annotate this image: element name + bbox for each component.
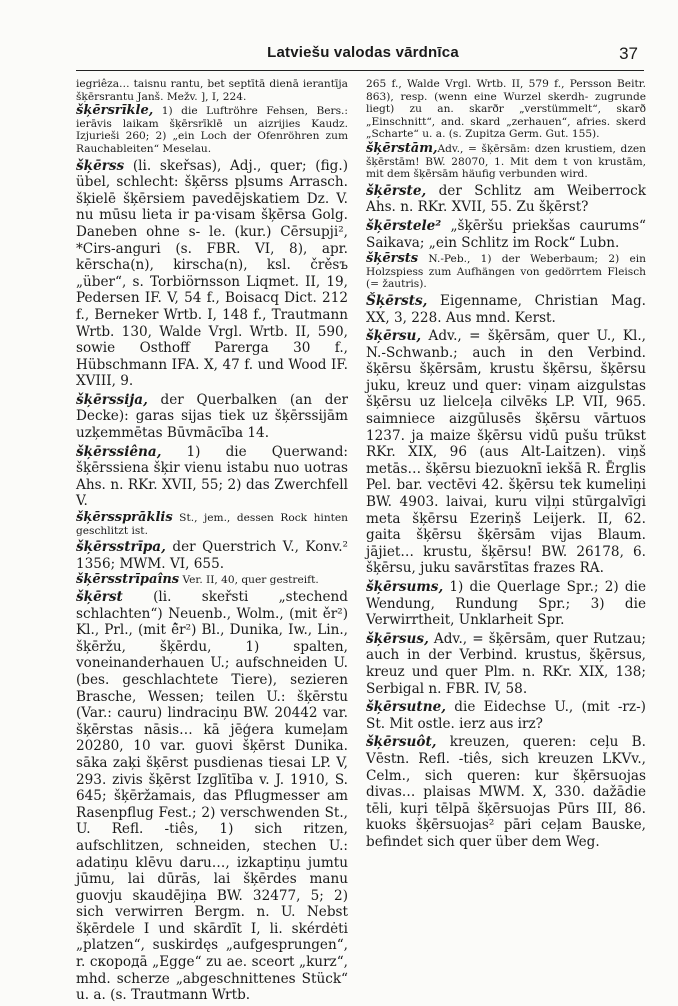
entry-headword: šķērstele² bbox=[366, 217, 442, 234]
entry-body: der Querstrich V., Konv.² 1356; MWM. VI, 655. bbox=[76, 539, 348, 572]
page-number: 37 bbox=[619, 44, 638, 63]
dictionary-entry bbox=[76, 444, 348, 510]
entry-headword: šķērste, bbox=[366, 182, 427, 199]
entry-body: Adv., = šķērsām: dzen krustiem, dzen šķērstām! BW. 28070, 1. Mit dem t von krustām, mit dem šķērsām häufig verbunden wird. bbox=[366, 142, 646, 181]
entry-body: Adv., = šķērsām, quer Rutzau; auch in der Verbind. krustus, šķērsus, kreuz und quer Plm. n. RKr. XIX, 138; Serbigal n. FBR. IV, 58. bbox=[366, 630, 646, 697]
dictionary-entry bbox=[366, 631, 646, 697]
running-title: Latviešu valodas vārdnīca bbox=[267, 44, 459, 61]
entry-body: N.-Peb., 1) der Weberbaum; 2) ein Holzspiess zum Aufhängen von gedörrtem Fleisch (= žautris). bbox=[366, 253, 646, 291]
dictionary-entry bbox=[366, 140, 646, 181]
entry-body: (li. skeřsas), Adj., quer; (fig.) übel, schlecht: šķērss pļsums Arrasch. šķielē šķērsiem pavedējskatiem Dz. V. nu mūsu lieta ir pa·visam šķērsa Golg. Daneben ohne s- le. (kur.) Cērsupji², *Cirs-anguri (s. FBR. VI, 8), apr. kērscha(n), kirscha(n), ksl. črěsъ „über“, s. Torbiörnsson Liqmet. II, 19, Pedersen IF. V, 54 f., Boisacq Dict. 212 f., Berneker Wrtb. I, 148 f., Trautmann Wrtb. 130, Walde Vrgl. Wrtb. II, 590, sowie Osthoff Parerga 30 f., Hübschmann IFA. X, 47 f. und Wood IF. XVIII, 9. bbox=[76, 157, 348, 390]
dictionary-entry bbox=[76, 78, 348, 103]
entry-headword: šķērsts bbox=[366, 251, 419, 267]
entry-headword: šķērsstrīpa, bbox=[76, 539, 166, 556]
dictionary-entry bbox=[76, 589, 348, 1004]
dictionary-entry bbox=[76, 539, 348, 572]
dictionary-entry bbox=[366, 699, 646, 732]
dictionary-entry bbox=[76, 574, 348, 587]
entry-body: der Querbalken (an der Decke): garas sijas tiek uz šķērssijām uzķemmētas Būvmācība 14. bbox=[76, 391, 348, 442]
right-column bbox=[366, 78, 646, 853]
entry-body: kreuzen, queren: ceļu B. Vēstn. Refl. -tiês, sich kreuzen LKVv., Celm., sich queren: kur šķērsuojas divas… plaisas MWM. X, 330. dažādie tēli, kuŗi tēlpā šķērsuojas Pūrs III, 86. kuoks šķērsuojas² pāri ceļam Bauske, befindet sich quer über dem Weg. bbox=[366, 734, 646, 850]
entry-body: die Eidechse U., (mit -rz-) St. Mit ostle. ierz aus irz? bbox=[366, 699, 646, 732]
dictionary-entry bbox=[76, 392, 348, 442]
entry-headword: šķērsstrīpaîns bbox=[76, 572, 180, 588]
dictionary-entry bbox=[366, 293, 646, 326]
entry-body: 1) die Querlage Spr.; 2) die Wendung, Rundung Spr.; 3) die Verwirrtheit, Unklarheit Spr. bbox=[366, 579, 646, 629]
dictionary-entry bbox=[366, 579, 646, 629]
entry-body: 1) die Luftröhre Fehsen, Bers.: ierāvis laikam šķērsrīklē un aizrijies Kaudz. Izjurieši 260; 2) „ein Loch der Ofenröhren zum Rauchableiten“ Meselau. bbox=[76, 105, 348, 155]
header-rule bbox=[76, 70, 644, 71]
entry-body: St., jem., dessen Rock hinten geschlitzt ist. bbox=[76, 512, 348, 537]
dictionary-entry bbox=[366, 183, 646, 216]
dictionary-entry bbox=[366, 218, 646, 251]
entry-headword: šķērsus, bbox=[366, 630, 429, 647]
left-column bbox=[76, 78, 348, 1006]
dictionary-entry bbox=[366, 78, 646, 141]
entry-body: Adv., = šķērsām, quer U., Kl., N.-Schwanb.; auch in den Verbind. šķērsu šķērsām, krustu šķērsu, šķērsu juku, kreuz und quer: viņam aizgulstas šķērsu uz lielceļa cilvēks LP. VII, 965. saimniece aizgūlusēs šķērsu vārtuos 1237. ja maize šķērsu vidū pušu trūkst RKr. XIX, 96 (aus Alt-Laitzen). viņš metās… šķērsu biezuoknī iekšā R. Ērglis Pel. bar. vectēvi 42. šķērsu tek kumeliņi BW. 4903. laivai, kuru viļņi stūrgalvīgi meta šķērsu Ezeriņš Leijerk. II, 62. gaita šķērsu šķērsām vijas Blaum. jājiet… krustu, šķērsu! BW. 26178, 6. šķērsu, juku savārstītas frazes RA. bbox=[366, 328, 646, 577]
dictionary-entry bbox=[366, 734, 646, 850]
entry-body: 1) die Querwand: šķērssiena šķir vienu istabu nuo uotras Ahs. n. RKr. XVII, 55; 2) das Zwerchfell V. bbox=[76, 443, 348, 510]
dictionary-entry bbox=[76, 512, 348, 537]
entry-headword: šķērsums, bbox=[366, 579, 444, 595]
entry-body: 265 f., Walde Vrgl. Wrtb. II, 579 f., Persson Beitr. 863), resp. (wenn eine Wurzel skerdh- zugrunde liegt) zu an. skarðr „verstümmelt“, skarð „Einschnitt“, and. skard „zerhauen“, afries. skerd „Scharte“ u. a. (s. Zupitza Germ. Gut. 155). bbox=[366, 78, 646, 141]
entry-headword: šķērss bbox=[76, 157, 125, 174]
entry-body: Ver. II, 40, quer gestreift. bbox=[179, 574, 319, 587]
entry-headword: šķērsu, bbox=[366, 328, 422, 345]
entry-body: (li. skeřsti „stechend schlachten“) Neuenb., Wolm., (mit ěr²) Kl., Prl., (mit ê̄r²) Bl., Dunika, Iw., Lin., šķēržu, šķērdu, 1) spalten, voneinanderhauen U.; aufschneiden U. (bes. geschlachtete Tiere), sezieren Brasche, Wessen; teilen U.: šķērstu (Var.: cauru) lindraciņu BW. 20442 var. šķērstas nāsis… kā jēģera kumeļam 20280, 10 var. guovi šķērst Dunika. sāka zaķi šķērst pusdienas tiesai LP. V, 293. zivis šķērst Izglītība v. J. 1910, S. 645; šķēržamais, das Pflugmesser am Rasenpflug Fest.; 2) verschwenden St., U. Refl. -tiês, 1) sich ritzen, aufschlitzen, schneiden, stechen U.: adatiņu klēvu daru…, izkaptiņu jumtu jūmu, lai dūrās, lai šķērdes manu guovju skaudējiņa BW. 32477, 5; 2) sich verwirren Bergm. n. U. Nebst šķērdele I und skārdīt I, li. skérdėti „platzen“, suskirdęs „aufgesprungen“, r. скоpoдā „Egge“ zu ae. sceort „kurz“, mhd. scherze „abgeschnittenes Stück“ u. a. (s. Trautmann Wrtb. bbox=[76, 589, 348, 1004]
dictionary-entry bbox=[76, 158, 348, 390]
entry-body: der Schlitz am Weiberrock Ahs. n. RKr. XVII, 55. Zu šķērst? bbox=[366, 182, 646, 216]
entry-headword: šķērsutne, bbox=[366, 699, 446, 716]
dictionary-entry bbox=[366, 328, 646, 577]
entry-headword: Šķērsts, bbox=[366, 292, 428, 309]
entry-headword: šķērst bbox=[76, 589, 123, 605]
entry-headword: šķērsuôt, bbox=[366, 734, 437, 751]
entry-headword: šķērstām, bbox=[366, 140, 438, 156]
dictionary-entry bbox=[366, 253, 646, 291]
entry-body: Eigenname, Christian Mag. XX, 3, 228. Aus mnd. Kerst. bbox=[366, 292, 646, 326]
entry-headword: šķērssprāklis bbox=[76, 510, 173, 526]
entry-headword: šķērsrīkle, bbox=[76, 103, 154, 119]
entry-body: „šķēršu priekšas caurums“ Saikava; „ein Schlitz im Rock“ Lubn. bbox=[366, 217, 646, 251]
entry-headword: šķērssija, bbox=[76, 391, 148, 408]
entry-body: iegriêza… taisnu rantu, bet septītā dienā ierantīja šķērsrantu Janš. Mežv. ], I, 224. bbox=[76, 78, 348, 103]
entry-headword: šķērssiêna, bbox=[76, 443, 162, 460]
page-header bbox=[88, 44, 638, 66]
dictionary-entry bbox=[76, 105, 348, 155]
